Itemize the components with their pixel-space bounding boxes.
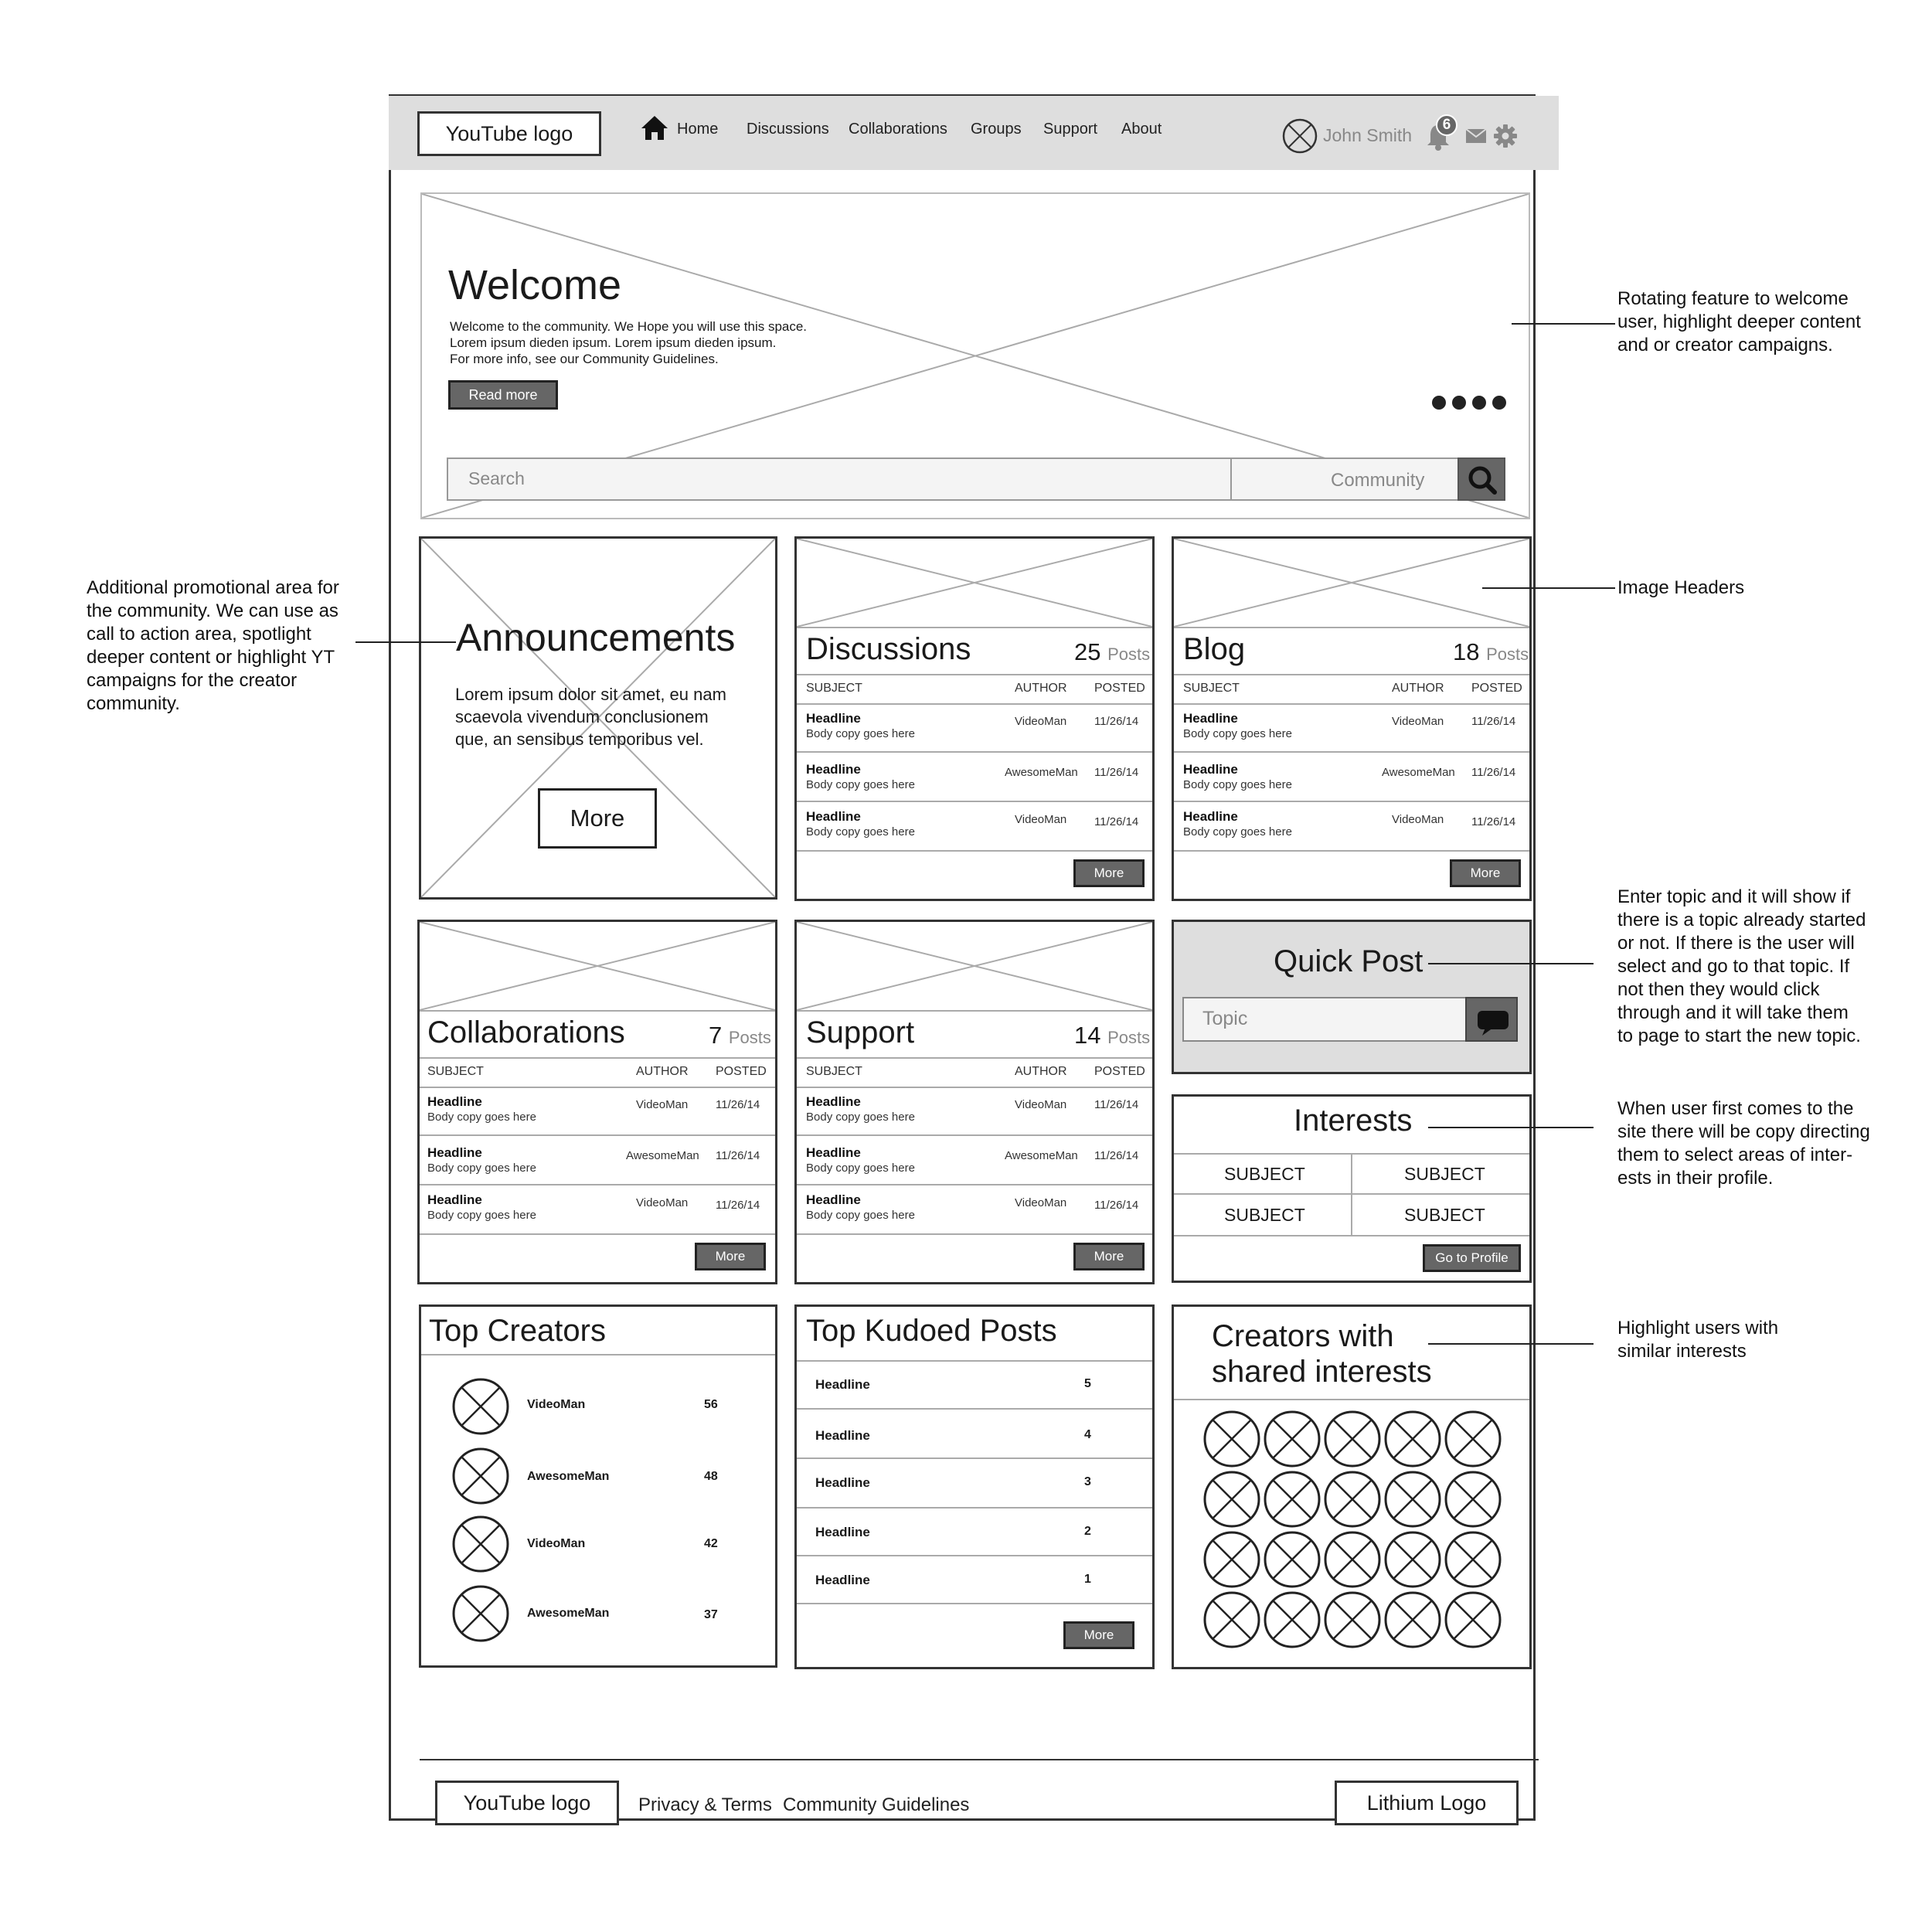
- hero-body-line: Lorem ipsum dieden ipsum. Lorem ipsum dieden ipsum.: [450, 335, 777, 350]
- collaborations-post-count: [709, 1022, 771, 1049]
- divider: [797, 1408, 1152, 1410]
- annotation-line: community.: [87, 693, 180, 714]
- divider: [797, 1233, 1152, 1235]
- column-subject: SUBJECT: [1183, 682, 1240, 695]
- annotation-line: select and go to that topic. If: [1617, 956, 1850, 977]
- quick-post-submit-button[interactable]: [1465, 997, 1518, 1042]
- announcements-title: Announcements: [456, 616, 736, 659]
- nav-groups[interactable]: Groups: [971, 121, 1022, 138]
- row-body: Body copy goes here: [806, 1111, 915, 1124]
- support-title[interactable]: Support: [806, 1015, 915, 1049]
- row-author[interactable]: AwesomeMan: [1382, 766, 1455, 779]
- search-button[interactable]: [1458, 457, 1505, 501]
- go-to-profile-button[interactable]: Go to Profile: [1423, 1244, 1521, 1272]
- kudoed-headline[interactable]: Headline: [815, 1377, 870, 1392]
- annotation-promo-area: [87, 577, 339, 716]
- count-number: 25: [1074, 638, 1101, 665]
- creator-name[interactable]: AwesomeMan: [527, 1607, 610, 1620]
- speech-bubble-icon: [1467, 998, 1519, 1043]
- announcements-body: [455, 683, 726, 750]
- divider: [420, 1057, 775, 1059]
- annotation-line: there is a topic already started: [1617, 910, 1866, 930]
- creator-avatar[interactable]: [1446, 1532, 1500, 1587]
- annotation-line: Additional promotional area for: [87, 577, 339, 598]
- shared-interests-title: [1212, 1318, 1432, 1389]
- row-date: 11/26/14: [1094, 715, 1139, 728]
- row-date: 11/26/14: [1094, 1149, 1139, 1162]
- creator-avatar[interactable]: [1205, 1532, 1259, 1587]
- annotation-line: When user first comes to the: [1617, 1098, 1854, 1119]
- announcements-line: scaevola vivendum conclusionem: [455, 707, 709, 726]
- kudoed-headline[interactable]: Headline: [815, 1525, 870, 1539]
- divider: [797, 703, 1152, 705]
- row-author[interactable]: VideoMan: [1015, 1196, 1067, 1209]
- kudos-count: 4: [1084, 1428, 1091, 1441]
- kudos-count: 2: [1084, 1525, 1091, 1538]
- search-input[interactable]: [447, 457, 1232, 501]
- divider: [1174, 850, 1529, 852]
- row-author[interactable]: VideoMan: [636, 1098, 689, 1111]
- row-date: 11/26/14: [1471, 815, 1516, 828]
- annotation-rotating-feature: [1617, 287, 1861, 357]
- row-body: Body copy goes here: [1183, 825, 1292, 838]
- search-placeholder: Search: [468, 468, 525, 488]
- column-posted: POSTED: [716, 1065, 767, 1078]
- divider: [797, 850, 1152, 852]
- creator-score: 56: [704, 1398, 718, 1411]
- posts-word: Posts: [1486, 645, 1529, 664]
- annotation-line: the community. We can use as: [87, 600, 338, 621]
- row-headline[interactable]: Headline: [1183, 762, 1238, 777]
- row-author[interactable]: VideoMan: [1392, 813, 1444, 826]
- column-author: AUTHOR: [1392, 682, 1444, 695]
- mail-icon[interactable]: [1465, 128, 1487, 144]
- row-author[interactable]: VideoMan: [1392, 715, 1444, 728]
- column-subject: SUBJECT: [806, 682, 862, 695]
- annotation-line: campaigns for the creator: [87, 670, 298, 691]
- creator-avatar[interactable]: [1386, 1472, 1440, 1526]
- interest-subject[interactable]: SUBJECT: [1224, 1164, 1305, 1184]
- row-author[interactable]: VideoMan: [636, 1196, 689, 1209]
- divider: [797, 1360, 1152, 1362]
- row-headline[interactable]: Headline: [806, 1192, 861, 1207]
- divider: [797, 1057, 1152, 1059]
- carousel-dots[interactable]: [1431, 394, 1507, 415]
- footer-divider: [420, 1759, 1539, 1760]
- row-date: 11/26/14: [1094, 1199, 1139, 1212]
- row-date: 11/26/14: [1094, 1098, 1139, 1111]
- annotation-image-headers: [1617, 577, 1744, 600]
- divider: [420, 1087, 775, 1088]
- row-date: 11/26/14: [716, 1098, 760, 1111]
- privacy-terms-link[interactable]: Privacy & Terms: [638, 1794, 772, 1815]
- divider: [797, 801, 1152, 802]
- support-more-button[interactable]: More: [1073, 1243, 1145, 1270]
- creator-avatar[interactable]: [1386, 1412, 1440, 1466]
- interests-title: Interests: [1294, 1104, 1413, 1138]
- announcements-line: Lorem ipsum dolor sit amet, eu nam: [455, 685, 726, 704]
- hero-title: Welcome: [448, 262, 622, 308]
- footer-lithium-text: Lithium Logo: [1366, 1791, 1487, 1815]
- annotation-topic: [1617, 886, 1866, 1048]
- column-posted: POSTED: [1094, 682, 1145, 695]
- shared-interests-title-line: shared interests: [1212, 1355, 1432, 1389]
- count-number: 14: [1074, 1022, 1101, 1049]
- divider: [421, 1354, 775, 1355]
- nav-discussions[interactable]: Discussions: [747, 121, 829, 138]
- creator-avatar[interactable]: [1205, 1412, 1259, 1466]
- creator-avatar[interactable]: [1446, 1472, 1500, 1526]
- notification-badge: 6: [1436, 114, 1458, 136]
- announcements-line: que, an sensibus temporibus vel.: [455, 730, 704, 749]
- creator-avatar[interactable]: [1386, 1532, 1440, 1587]
- home-icon[interactable]: [640, 114, 669, 141]
- divider: [1351, 1153, 1352, 1235]
- divider: [1174, 1235, 1529, 1236]
- row-headline[interactable]: Headline: [806, 1145, 861, 1160]
- divider: [797, 1087, 1152, 1088]
- kudoed-headline[interactable]: Headline: [815, 1428, 870, 1443]
- annotation-line: deeper content or highlight YT: [87, 647, 335, 668]
- discussions-post-count: [1074, 638, 1150, 666]
- column-posted: POSTED: [1094, 1065, 1145, 1078]
- row-body: Body copy goes here: [1183, 778, 1292, 791]
- interest-subject[interactable]: SUBJECT: [1404, 1164, 1485, 1184]
- divider: [1174, 1399, 1529, 1400]
- row-author[interactable]: VideoMan: [1015, 1098, 1067, 1111]
- row-body: Body copy goes here: [427, 1162, 536, 1175]
- annotation-line: not then they would click: [1617, 979, 1820, 1000]
- user-name[interactable]: John Smith: [1323, 125, 1413, 145]
- hero-body-line: For more info, see our Community Guidelines.: [450, 352, 719, 366]
- annotation-line: them to select areas of inter-: [1617, 1145, 1853, 1165]
- hero-body: [450, 318, 807, 367]
- divider: [1174, 801, 1529, 802]
- row-headline[interactable]: Headline: [806, 1094, 861, 1109]
- collaborations-image-header: [420, 922, 775, 1012]
- posts-word: Posts: [1107, 1028, 1151, 1047]
- search-icon: [1459, 459, 1507, 502]
- interest-subject[interactable]: SUBJECT: [1224, 1205, 1305, 1225]
- user-avatar[interactable]: [1282, 118, 1318, 154]
- creator-avatar[interactable]: [451, 1377, 510, 1436]
- annotation-interests: [1617, 1097, 1870, 1190]
- annotation-line: call to action area, spotlight: [87, 624, 311, 645]
- discussions-image-header: [797, 539, 1152, 628]
- creator-score: 37: [704, 1608, 718, 1621]
- creator-avatar[interactable]: [1205, 1593, 1259, 1647]
- column-author: AUTHOR: [1015, 682, 1067, 695]
- posts-word: Posts: [1107, 645, 1151, 664]
- divider: [420, 1134, 775, 1136]
- collaborations-title[interactable]: Collaborations: [427, 1015, 625, 1049]
- row-headline[interactable]: Headline: [806, 809, 861, 824]
- creator-avatar[interactable]: [1265, 1532, 1319, 1587]
- read-more-button[interactable]: Read more: [448, 380, 558, 410]
- row-date: 11/26/14: [716, 1199, 760, 1212]
- footer-lithium-logo[interactable]: [1335, 1781, 1519, 1825]
- shared-creators-grid: [1198, 1408, 1507, 1655]
- community-guidelines-link[interactable]: Community Guidelines: [783, 1794, 970, 1815]
- divider: [797, 1184, 1152, 1185]
- blog-post-count: [1453, 638, 1529, 666]
- support-post-count: [1074, 1022, 1150, 1049]
- creator-avatar[interactable]: [1325, 1472, 1379, 1526]
- annotation-line: ests in their profile.: [1617, 1168, 1774, 1189]
- announcements-more-button[interactable]: More: [538, 788, 657, 849]
- row-date: 11/26/14: [1094, 815, 1139, 828]
- annotation-leader: [1482, 587, 1615, 589]
- divider: [797, 1507, 1152, 1509]
- nav-collaborations[interactable]: Collaborations: [849, 121, 947, 138]
- annotation-line: Rotating feature to welcome: [1617, 288, 1849, 309]
- creator-avatar[interactable]: [1325, 1593, 1379, 1647]
- divider: [797, 1458, 1152, 1459]
- row-date: 11/26/14: [1094, 766, 1139, 779]
- row-body: Body copy goes here: [806, 1209, 915, 1222]
- row-headline[interactable]: Headline: [427, 1145, 482, 1160]
- blog-title[interactable]: Blog: [1183, 632, 1246, 666]
- row-headline[interactable]: Headline: [1183, 809, 1238, 824]
- annotation-line: Highlight users with: [1617, 1318, 1779, 1338]
- row-headline[interactable]: Headline: [427, 1094, 482, 1109]
- creator-avatar[interactable]: [1446, 1412, 1500, 1466]
- annotation-leader: [1512, 323, 1615, 325]
- row-body: Body copy goes here: [806, 778, 915, 791]
- annotation-line: Image Headers: [1617, 577, 1745, 598]
- shared-interests-title-line: Creators with: [1212, 1319, 1394, 1353]
- topic-placeholder: Topic: [1202, 1008, 1248, 1029]
- top-creators-title: Top Creators: [429, 1314, 606, 1348]
- row-body: Body copy goes here: [427, 1209, 536, 1222]
- row-body: Body copy goes here: [806, 1162, 915, 1175]
- creator-avatar[interactable]: [1265, 1472, 1319, 1526]
- divider: [1174, 674, 1529, 675]
- annotation-line: Enter topic and it will show if: [1617, 886, 1851, 907]
- annotation-line: through and it will take them: [1617, 1002, 1849, 1023]
- creator-avatar[interactable]: [1265, 1412, 1319, 1466]
- kudoed-headline[interactable]: Headline: [815, 1475, 870, 1490]
- creator-score: 48: [704, 1470, 718, 1483]
- annotation-line: and or creator campaigns.: [1617, 335, 1833, 355]
- nav-support[interactable]: Support: [1043, 121, 1098, 138]
- creator-score: 42: [704, 1537, 718, 1550]
- annotation-similar-users: [1617, 1317, 1778, 1363]
- column-author: AUTHOR: [1015, 1065, 1067, 1078]
- divider: [797, 674, 1152, 675]
- row-author[interactable]: AwesomeMan: [1005, 1149, 1078, 1162]
- creator-avatar[interactable]: [451, 1515, 510, 1573]
- quick-post-title: Quick Post: [1274, 944, 1423, 978]
- hero-body-line: Welcome to the community. We Hope you will use this space.: [450, 319, 808, 334]
- creator-name[interactable]: VideoMan: [527, 1537, 586, 1550]
- top-kudoed-title: Top Kudoed Posts: [806, 1314, 1057, 1348]
- nav-home[interactable]: Home: [677, 121, 719, 138]
- column-subject: SUBJECT: [806, 1065, 862, 1078]
- header-logo-text: YouTube logo: [445, 121, 573, 145]
- row-date: 11/26/14: [716, 1149, 760, 1162]
- annotation-line: or not. If there is the user will: [1617, 933, 1855, 954]
- creator-avatar[interactable]: [1325, 1532, 1379, 1587]
- creator-avatar[interactable]: [1265, 1593, 1319, 1647]
- footer-logo-text: YouTube logo: [463, 1791, 591, 1815]
- creator-avatar[interactable]: [1325, 1412, 1379, 1466]
- kudos-count: 1: [1084, 1573, 1091, 1586]
- row-headline[interactable]: Headline: [806, 711, 861, 726]
- footer-youtube-logo[interactable]: [435, 1781, 619, 1825]
- row-body: Body copy goes here: [1183, 727, 1292, 740]
- row-date: 11/26/14: [1471, 766, 1516, 779]
- support-image-header: [797, 922, 1152, 1012]
- row-body: Body copy goes here: [806, 727, 915, 740]
- divider: [1174, 751, 1529, 753]
- top-kudoed-more-button[interactable]: More: [1063, 1621, 1134, 1649]
- kudoed-headline[interactable]: Headline: [815, 1573, 870, 1587]
- column-author: AUTHOR: [636, 1065, 689, 1078]
- row-author[interactable]: AwesomeMan: [1005, 766, 1078, 779]
- discussions-more-button[interactable]: More: [1073, 859, 1145, 887]
- creator-name[interactable]: AwesomeMan: [527, 1470, 610, 1483]
- row-body: Body copy goes here: [427, 1111, 536, 1124]
- annotation-line: site there will be copy directing: [1617, 1121, 1870, 1142]
- kudos-count: 5: [1084, 1377, 1091, 1390]
- creator-avatar[interactable]: [451, 1584, 510, 1643]
- row-headline[interactable]: Headline: [427, 1192, 482, 1207]
- blog-more-button[interactable]: More: [1450, 859, 1521, 887]
- blog-image-header: [1174, 539, 1529, 628]
- divider: [420, 1184, 775, 1185]
- row-headline[interactable]: Headline: [1183, 711, 1238, 726]
- divider: [797, 1555, 1152, 1556]
- kudos-count: 3: [1084, 1475, 1091, 1488]
- row-date: 11/26/14: [1471, 715, 1516, 728]
- row-author[interactable]: VideoMan: [1015, 715, 1067, 728]
- annotation-leader: [1428, 1343, 1594, 1345]
- column-subject: SUBJECT: [427, 1065, 484, 1078]
- annotation-line: similar interests: [1617, 1341, 1747, 1362]
- count-number: 7: [709, 1022, 723, 1049]
- creator-avatar[interactable]: [451, 1447, 510, 1505]
- divider: [797, 1134, 1152, 1136]
- row-headline[interactable]: Headline: [806, 762, 861, 777]
- divider: [797, 751, 1152, 753]
- discussions-title[interactable]: Discussions: [806, 632, 971, 666]
- posts-word: Posts: [728, 1028, 771, 1047]
- row-author[interactable]: AwesomeMan: [626, 1149, 699, 1162]
- divider: [797, 1603, 1152, 1604]
- creator-avatar[interactable]: [1446, 1593, 1500, 1647]
- row-author[interactable]: VideoMan: [1015, 813, 1067, 826]
- creator-avatar[interactable]: [1205, 1472, 1259, 1526]
- annotation-line: user, highlight deeper content: [1617, 311, 1861, 332]
- header-logo[interactable]: [417, 111, 601, 156]
- column-posted: POSTED: [1471, 682, 1522, 695]
- annotation-leader: [1428, 963, 1594, 964]
- count-number: 18: [1453, 638, 1480, 665]
- annotation-leader: [1428, 1127, 1594, 1128]
- collaborations-more-button[interactable]: More: [695, 1243, 766, 1270]
- nav-about[interactable]: About: [1121, 121, 1162, 138]
- annotation-leader: [355, 641, 456, 643]
- creator-name[interactable]: VideoMan: [527, 1398, 586, 1411]
- search-scope-label: Community: [1331, 470, 1425, 491]
- creator-avatar[interactable]: [1386, 1593, 1440, 1647]
- row-body: Body copy goes here: [806, 825, 915, 838]
- divider: [1174, 703, 1529, 705]
- divider: [420, 1233, 775, 1235]
- annotation-line: to page to start the new topic.: [1617, 1026, 1861, 1046]
- interest-subject[interactable]: SUBJECT: [1404, 1205, 1485, 1225]
- gear-icon[interactable]: [1493, 124, 1518, 148]
